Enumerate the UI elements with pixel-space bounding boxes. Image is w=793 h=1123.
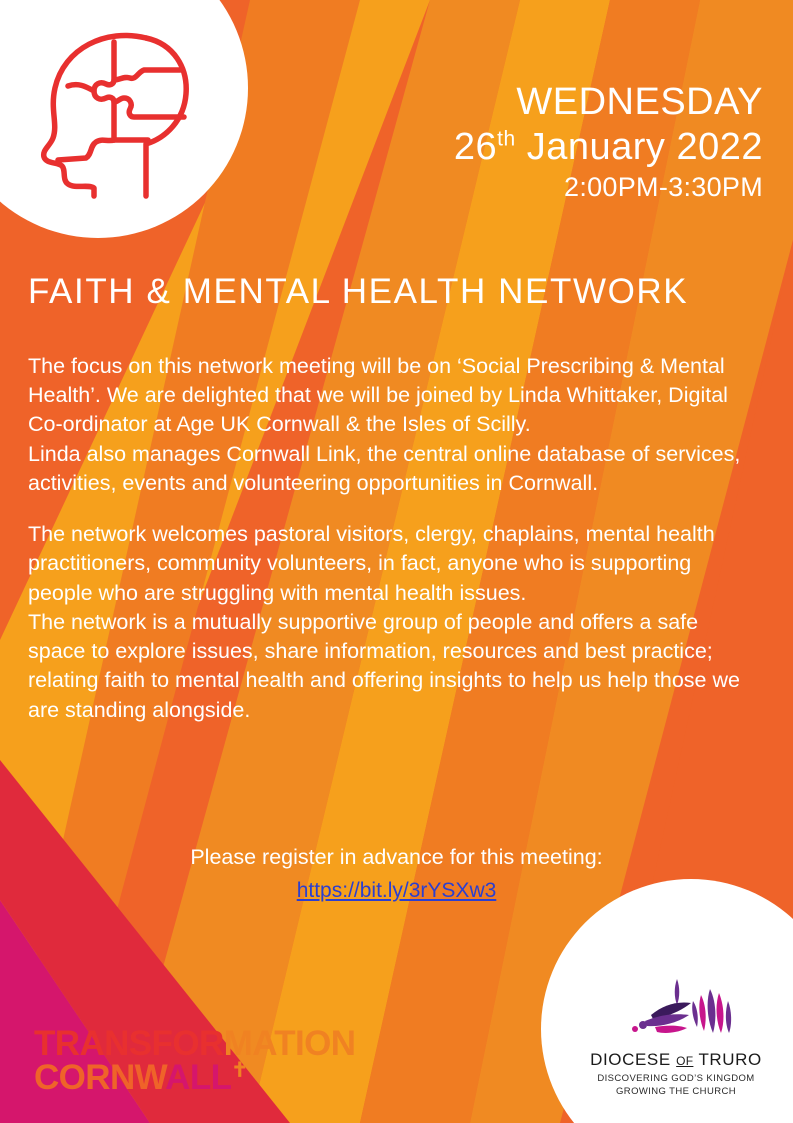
tc-line2-part2: ALL bbox=[165, 1058, 232, 1098]
tc-cross-icon: ✝ bbox=[231, 1059, 248, 1082]
page-title: FAITH & MENTAL HEALTH NETWORK bbox=[28, 272, 689, 311]
tc-line-2 bbox=[34, 1058, 414, 1098]
diocese-name-part1: DIOCESE bbox=[590, 1050, 671, 1070]
brain-puzzle-icon bbox=[28, 20, 198, 200]
diocese-name bbox=[581, 1050, 771, 1070]
diocese-logo bbox=[581, 971, 771, 1099]
diocese-name-of: OF bbox=[676, 1054, 694, 1069]
diocese-tagline bbox=[581, 1073, 771, 1099]
paragraph-3: The network welcomes pastoral visitors, clergy, chaplains, mental health practitioners, community volunteers, in fact, anyone who is supporting people who are struggling with mental health issues. bbox=[28, 522, 715, 605]
date-block bbox=[454, 80, 763, 204]
tc-line2-part1: CORNW bbox=[34, 1058, 166, 1098]
paragraph-4: The network is a mutually supportive group of people and offers a safe space to explore issues, share information, resources and best practice; relating faith to mental health and offering insights to help us help those we are standing alongside. bbox=[28, 609, 740, 722]
paragraph-1: The focus on this network meeting will be on ‘Social Prescribing & Mental Health’. We are delighted that we will be joined by Linda Whittaker, Digital Co-ordinator at Age UK Cornwall & the Isles of Scilly. bbox=[28, 354, 728, 437]
tc-line1-part2: MATION bbox=[223, 1024, 356, 1064]
diocese-tagline-line2: GROWING THE CHURCH bbox=[616, 1086, 736, 1098]
register-label: Please register in advance for this meeting: bbox=[190, 845, 603, 869]
transformation-cornwall-logo bbox=[34, 1024, 414, 1098]
diocese-tagline-line1: DISCOVERING GOD’S KINGDOM bbox=[597, 1073, 755, 1085]
time-range: 2:00PM-3:30PM bbox=[564, 171, 763, 202]
tc-line-1 bbox=[34, 1024, 414, 1064]
month-year: January 2022 bbox=[526, 125, 763, 168]
registration-link[interactable]: https://bit.ly/3rYSXw3 bbox=[296, 879, 497, 903]
date-line bbox=[454, 125, 763, 170]
diocese-name-part2: TRURO bbox=[698, 1050, 762, 1070]
tc-line1-part1: TRANSFOR bbox=[34, 1024, 224, 1064]
diocese-bird-icon bbox=[581, 971, 771, 1043]
paragraph-2: Linda also manages Cornwall Link, the central online database of services, activities, events and volunteering opportunities in Cornwall. bbox=[28, 441, 741, 495]
day-name: WEDNESDAY bbox=[516, 81, 763, 123]
date-suffix: th bbox=[497, 127, 516, 151]
body-copy bbox=[28, 352, 758, 725]
date-number: 26 bbox=[453, 125, 498, 168]
